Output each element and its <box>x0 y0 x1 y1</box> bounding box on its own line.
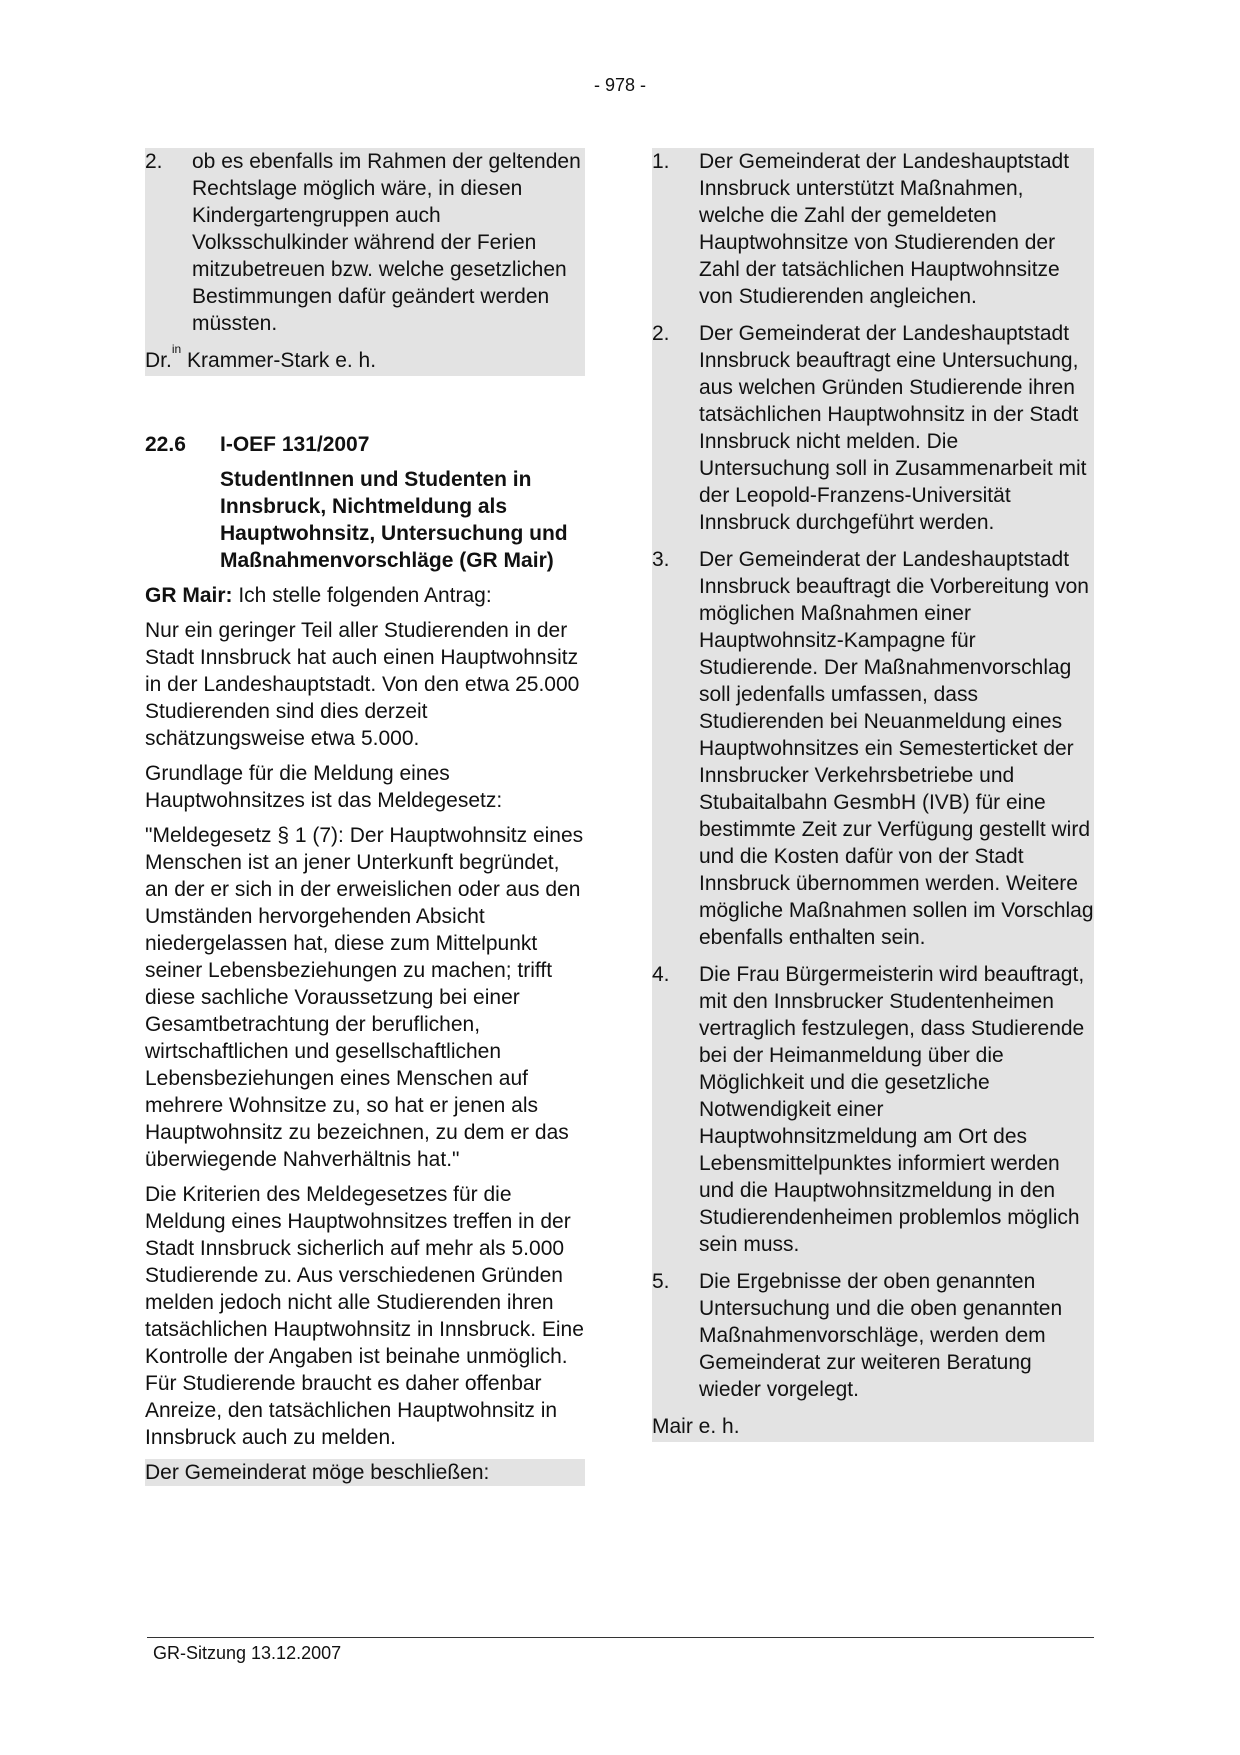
list-item <box>652 148 1094 310</box>
previous-motion-excerpt <box>145 148 585 376</box>
list-item <box>652 546 1094 951</box>
speaker-text: Ich stelle folgenden Antrag: <box>232 584 492 607</box>
list-item <box>652 961 1094 1258</box>
list-item-text: ob es ebenfalls im Rahmen der geltenden Rechtslage möglich wäre, in diesen Kindergartengruppen auch Volksschulkinder während der Ferien mitzubetreuen bzw. welche gesetzlichen Bestimmungen dafür geändert werden müssten. <box>192 150 581 335</box>
signature-title-superscript: in <box>171 342 182 356</box>
list-item-number: 4. <box>652 963 670 986</box>
section-title: StudentInnen und Studenten in Innsbruck, Nichtmeldung als Hauptwohnsitz, Untersuchung und Maßnahmenvorschläge (GR Mair) <box>220 468 568 572</box>
paragraph: Nur ein geringer Teil aller Studierenden in der Stadt Innsbruck hat auch einen Hauptwohnsitz in der Landeshauptstadt. Von den etwa 25.000 Studierenden sind dies derzeit schätzungsweise etwa 5.000. <box>145 619 580 750</box>
resolution-intro: Der Gemeinderat möge beschließen: <box>145 1459 585 1486</box>
list-item-text: Der Gemeinderat der Landeshauptstadt Innsbruck beauftragt eine Untersuchung, aus welchen Gründen Studierende ihren tatsächlichen Hauptwohnsitz in der Stadt Innsbruck nicht melden. Die Untersuchung soll in Zusammenarbeit mit der Leopold-Franzens-Universität Innsbruck durchgeführt werden. <box>699 322 1087 534</box>
list-item <box>145 148 585 337</box>
paragraph: Die Kriterien des Meldegesetzes für die Meldung eines Hauptwohnsitzes treffen in der Stadt Innsbruck sicherlich auf mehr als 5.000 Studierende zu. Aus verschiedenen Gründen melden jedoch nicht alle Studierenden ihren tatsächlichen Hauptwohnsitz in Innsbruck. Eine Kontrolle der Angaben ist beinahe unmöglich. Für Studierende braucht es daher offenbar Anreize, den tatsächlichen Hauptwohnsitz in Innsbruck auch zu melden. <box>145 1183 584 1449</box>
list-item-text: Die Frau Bürgermeisterin wird beauftragt, mit den Innsbrucker Studentenheimen vertraglich festzulegen, dass Studierende bei der Heimanmeldung über die Möglichkeit und die gesetzliche Notwendigkeit einer Hauptwohnsitzmeldung am Ort des Lebensmittelpunktes informiert werden und die Hauptwohnsitzmeldung in den Studierendenheimen problemlos möglich sein muss. <box>699 963 1085 1256</box>
list-item-text: Der Gemeinderat der Landeshauptstadt Innsbruck unterstützt Maßnahmen, welche die Zahl der gemeldeten Hauptwohnsitze von Studierenden der Zahl der tatsächlichen Hauptwohnsitze von Studierenden angleichen. <box>699 150 1070 308</box>
paragraph: Grundlage für die Meldung eines Hauptwohnsitzes ist das Meldegesetz: <box>145 762 503 812</box>
list-item-number: 2. <box>145 150 163 173</box>
speaker-name: GR Mair: <box>145 584 233 607</box>
signature-krammer-stark <box>145 342 585 374</box>
motion-items <box>652 148 1094 1442</box>
signature-name: Krammer-Stark e. h. <box>181 349 377 372</box>
list-item-text: Der Gemeinderat der Landeshauptstadt Innsbruck beauftragt die Vorbereitung von möglichen Maßnahmen einer Hauptwohnsitz-Kampagne für Studierende. Der Maßnahmenvorschlag soll jedenfalls umfassen, dass Studierenden bei Neuanmeldung eines Hauptwohnsitzes ein Semesterticket der Innsbrucker Verkehrsbetriebe und Stubaitalbahn GesmbH (IVB) für eine bestimmte Zeit zur Verfügung gestellt wird und die Kosten dafür von der Stadt Innsbruck übernommen werden. Weitere mögliche Maßnahmen sollen im Vorschlag ebenfalls enthalten sein. <box>699 548 1094 949</box>
list-item-number: 5. <box>652 1270 670 1293</box>
section-code: I-OEF 131/2007 <box>220 433 370 456</box>
speaker-line <box>145 582 585 609</box>
list-item-number: 2. <box>652 322 670 345</box>
list-item-text: Die Ergebnisse der oben genannten Untersuchung und die oben genannten Maßnahmenvorschläge, werden dem Gemeinderat zur weiteren Beratung wieder vorgelegt. <box>699 1270 1063 1401</box>
signature-title: Dr. <box>145 349 172 372</box>
list-item-number: 3. <box>652 548 670 571</box>
page-number: - 978 - <box>593 75 647 95</box>
left-column <box>145 148 585 1486</box>
section-number: 22.6 <box>145 433 186 456</box>
list-item <box>652 320 1094 536</box>
list-item <box>652 1268 1094 1403</box>
law-quote: "Meldegesetz § 1 (7): Der Hauptwohnsitz eines Menschen ist an jener Unterkunft begründet, an der er sich in der erweislichen oder aus den Umständen hervorgehenden Absicht niedergelassen hat, diese zum Mittelpunkt seiner Lebensbeziehungen zu machen; trifft diese sachliche Voraussetzung bei einer Gesamtbetrachtung der beruflichen, wirtschaftlichen und gesellschaftlichen Lebensbeziehungen eines Menschen auf mehrere Wohnsitze zu, so hat er jenen als Hauptwohnsitz zu bezeichnen, zu dem er das überwiegende Nahverhältnis hat." <box>145 824 584 1171</box>
list-item-number: 1. <box>652 150 670 173</box>
footer: GR-Sitzung 13.12.2007 <box>153 1643 342 1663</box>
signature-mair: Mair e. h. <box>652 1415 740 1438</box>
section-heading <box>145 431 585 458</box>
footer-divider <box>147 1637 1094 1638</box>
